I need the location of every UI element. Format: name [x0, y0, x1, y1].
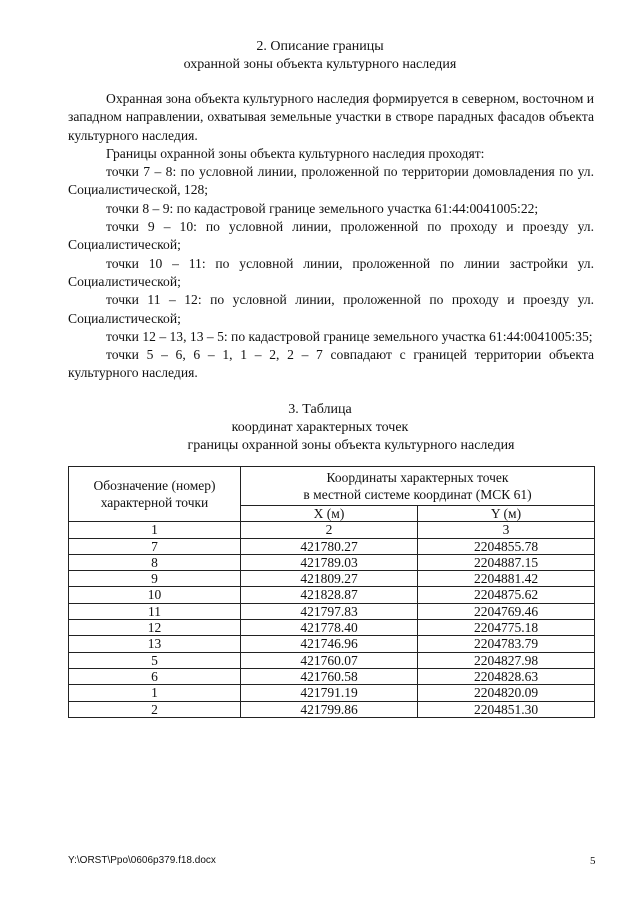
- paragraph-points-11-12: точки 11 – 12: по условной линии, проложенной по проходу и проезду ул. Социалистической;: [68, 292, 594, 326]
- section-2-title-line-1: 2. Описание границы: [256, 39, 384, 54]
- section-2-heading: [0, 38, 640, 74]
- table-row: [69, 668, 595, 684]
- point-number-cell: 10: [69, 587, 241, 603]
- section-3-title-line-2: координат характерных точек: [231, 420, 409, 435]
- point-number-cell: 6: [69, 668, 241, 684]
- y-coordinate-cell: 2204887.15: [418, 554, 595, 570]
- x-coordinate-cell: 421760.58: [241, 668, 418, 684]
- table-row: [69, 538, 595, 554]
- y-coordinate-cell: 2204875.62: [418, 587, 595, 603]
- table-row: [69, 603, 595, 619]
- table-header-row: [69, 467, 595, 506]
- table-body: [69, 522, 595, 718]
- y-coordinate-cell: 2204851.30: [418, 701, 595, 717]
- coordinates-header-line-2: в местной системе координат (МСК 61): [303, 487, 532, 502]
- point-number-cell: 12: [69, 620, 241, 636]
- x-coordinate-cell: 421828.87: [241, 587, 418, 603]
- y-coordinate-cell: 2204769.46: [418, 603, 595, 619]
- table-row: [69, 685, 595, 701]
- y-coordinate-cell: 2204827.98: [418, 652, 595, 668]
- x-coordinate-cell: 421760.07: [241, 652, 418, 668]
- section-3-title-line-3: границы охранной зоны объекта культурного наследия: [187, 438, 515, 453]
- footer-file-path: Y:\ORST\Ppo\0606p379.f18.docx: [68, 855, 216, 866]
- paragraph-boundaries-pass: Границы охранной зоны объекта культурного наследия проходят:: [106, 145, 485, 161]
- section-2-title-line-2: охранной зоны объекта культурного наследия: [183, 57, 457, 72]
- point-number-header-line-2: характерной точки: [100, 495, 209, 511]
- table-row: [69, 636, 595, 652]
- coordinates-header-line-1: Координаты характерных точек: [326, 470, 509, 485]
- x-coordinate-cell: 421746.96: [241, 636, 418, 652]
- page-number: 5: [590, 855, 596, 867]
- paragraph-points-10-11: точки 10 – 11: по условной линии, проложенной по линии застройки ул. Социалистической;: [68, 255, 594, 289]
- table-row: [69, 587, 595, 603]
- paragraph-points-9-10: точки 9 – 10: по условной линии, проложенной по проходу и проезду ул. Социалистической;: [68, 219, 594, 253]
- x-coordinate-cell: 421778.40: [241, 620, 418, 636]
- column-index-cell: 2: [241, 522, 418, 538]
- point-number-cell: 2: [69, 701, 241, 717]
- y-coordinate-cell: 2204783.79: [418, 636, 595, 652]
- point-number-cell: 8: [69, 554, 241, 570]
- table-row: [69, 620, 595, 636]
- point-number-header: [69, 467, 241, 522]
- table-row: [69, 652, 595, 668]
- section-3-heading: [0, 401, 640, 455]
- boundary-description: [68, 90, 594, 383]
- paragraph-points-8-9: точки 8 – 9: по кадастровой границе земельного участка 61:44:0041005:22;: [106, 200, 539, 216]
- point-number-cell: 1: [69, 685, 241, 701]
- paragraph-points-5-6-1-2-7: точки 5 – 6, 6 – 1, 1 – 2, 2 – 7 совпадают с границей территории объекта культурного наследия.: [68, 347, 594, 381]
- paragraph-points-7-8: точки 7 – 8: по условной линии, проложенной по территории домовладения по ул. Социалистической, 128;: [68, 164, 594, 198]
- x-coordinate-cell: 421791.19: [241, 685, 418, 701]
- coordinates-header: [241, 467, 595, 506]
- table-row: [69, 554, 595, 570]
- x-coordinate-cell: 421780.27: [241, 538, 418, 554]
- y-coordinate-cell: 2204820.09: [418, 685, 595, 701]
- section-3-title-line-1: 3. Таблица: [288, 402, 352, 417]
- table-row: [69, 701, 595, 717]
- point-number-cell: 9: [69, 571, 241, 587]
- point-number-cell: 13: [69, 636, 241, 652]
- point-number-cell: 5: [69, 652, 241, 668]
- x-coordinate-cell: 421789.03: [241, 554, 418, 570]
- y-coordinate-cell: 2204828.63: [418, 668, 595, 684]
- y-coordinate-cell: 2204855.78: [418, 538, 595, 554]
- column-index-cell: 1: [69, 522, 241, 538]
- y-header: Y (м): [418, 506, 595, 522]
- point-number-cell: 11: [69, 603, 241, 619]
- coordinates-table: [68, 466, 595, 718]
- point-number-cell: 7: [69, 538, 241, 554]
- column-index-row: [69, 522, 595, 538]
- column-index-cell: 3: [418, 522, 595, 538]
- paragraph-intro: Охранная зона объекта культурного наследия формируется в северном, восточном и западном направлении, охватывая земельные участки в створе парадных фасадов объекта культурного наследия.: [68, 91, 594, 143]
- y-coordinate-cell: 2204775.18: [418, 620, 595, 636]
- paragraph-points-12-13-5: точки 12 – 13, 13 – 5: по кадастровой границе земельного участка 61:44:0041005:35;: [106, 328, 593, 344]
- table-row: [69, 571, 595, 587]
- x-coordinate-cell: 421809.27: [241, 571, 418, 587]
- y-coordinate-cell: 2204881.42: [418, 571, 595, 587]
- point-number-header-line-1: Обозначение (номер): [93, 478, 216, 494]
- x-header: X (м): [241, 506, 418, 522]
- x-coordinate-cell: 421799.86: [241, 701, 418, 717]
- x-coordinate-cell: 421797.83: [241, 603, 418, 619]
